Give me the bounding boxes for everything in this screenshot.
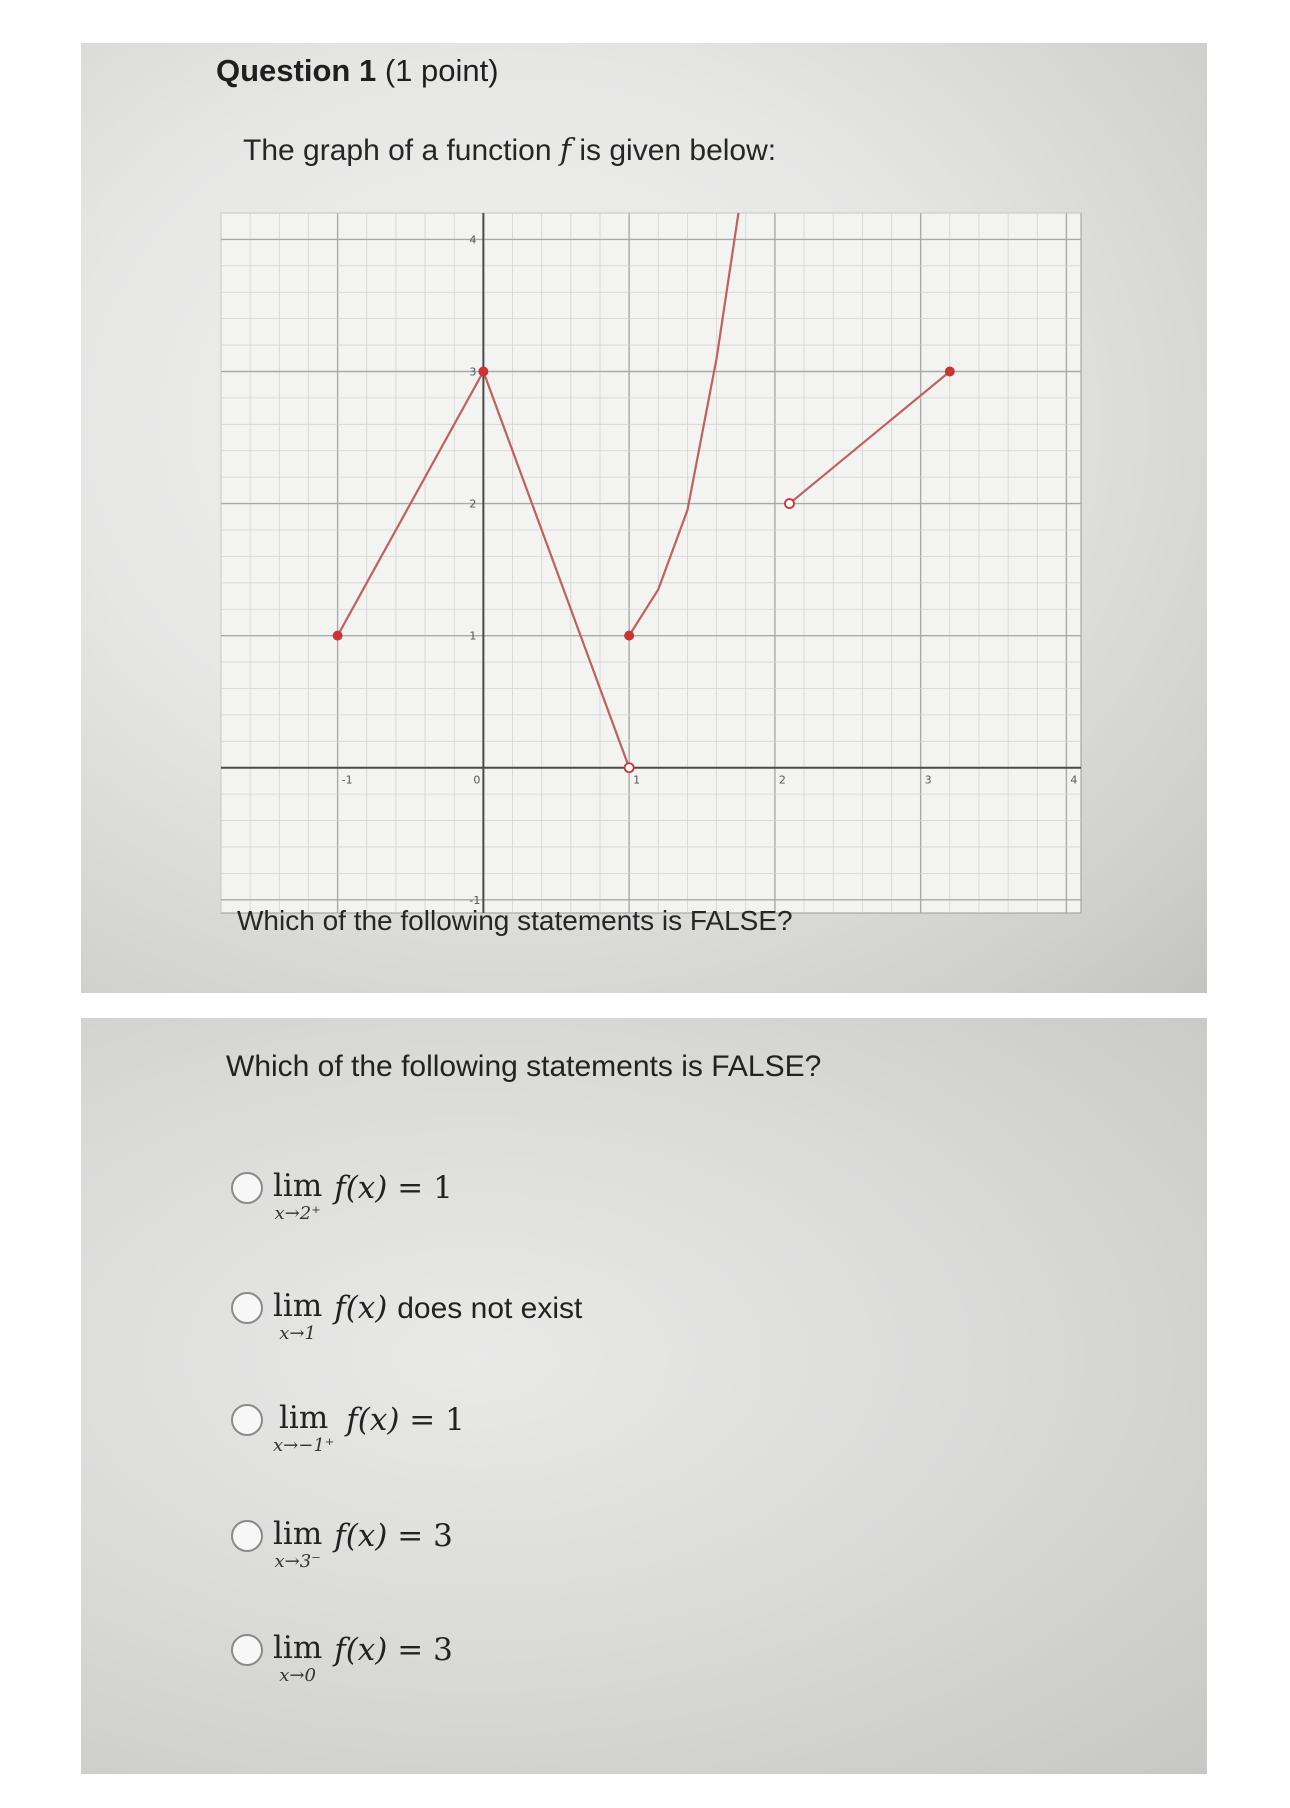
question-title: Question 1 (1 point) — [216, 53, 499, 88]
option-5[interactable]: lim x→0 f(x) = 3 — [231, 1630, 453, 1686]
question-panel-screenshot — [81, 43, 1207, 993]
question-prompt-top: Which of the following statements is FALSE? — [237, 905, 793, 936]
closed-point — [945, 367, 954, 376]
open-point — [625, 763, 634, 772]
lim-subscript: x→2⁺ — [274, 1203, 321, 1224]
x-tick-label: 2 — [778, 773, 786, 787]
lim-subscript: x→3⁻ — [274, 1551, 321, 1572]
option-1-radio[interactable] — [231, 1172, 263, 1204]
lim-subscript: x→−1⁺ — [273, 1435, 335, 1456]
open-point — [785, 499, 794, 508]
function-variable: f — [559, 133, 571, 168]
y-tick-label: -1 — [469, 893, 481, 907]
y-tick-label: 3 — [469, 365, 477, 379]
lim-label: lim — [273, 1630, 323, 1666]
x-tick-label: 1 — [633, 773, 641, 787]
y-tick-label: 2 — [469, 497, 477, 511]
option-2-radio[interactable] — [231, 1292, 263, 1324]
lim-label: lim — [273, 1516, 323, 1552]
closed-point — [333, 631, 342, 640]
lim-subscript: x→0 — [279, 1665, 316, 1686]
lim-label: lim — [279, 1400, 329, 1436]
lim-label: lim — [273, 1288, 323, 1324]
lim-label: lim — [273, 1168, 323, 1204]
y-tick-label: 4 — [469, 233, 477, 247]
closed-point — [479, 367, 488, 376]
plot-area — [221, 213, 1081, 913]
option-4-radio[interactable] — [231, 1520, 263, 1552]
answer-panel — [81, 1018, 1207, 1774]
x-tick-label: 4 — [1070, 773, 1078, 787]
x-tick-label: -1 — [341, 773, 353, 787]
function-graph — [211, 203, 1091, 923]
option-1[interactable]: lim x→2⁺ f(x) = 1 — [231, 1168, 453, 1224]
y-tick-label: 1 — [469, 629, 477, 643]
x-tick-label: 0 — [473, 773, 481, 787]
closed-point — [625, 631, 634, 640]
option-3[interactable]: lim x→−1⁺ f(x) = 1 — [231, 1400, 465, 1456]
option-5-radio[interactable] — [231, 1634, 263, 1666]
option-3-radio[interactable] — [231, 1404, 263, 1436]
lim-subscript: x→1 — [279, 1323, 316, 1344]
option-2[interactable]: lim x→1 f(x) does not exist — [231, 1288, 582, 1344]
option-4[interactable]: lim x→3⁻ f(x) = 3 — [231, 1516, 453, 1572]
question-intro: The graph of a function f is given below: — [243, 133, 777, 168]
x-tick-label: 3 — [924, 773, 932, 787]
question-prompt: Which of the following statements is FALSE? — [226, 1050, 822, 1083]
